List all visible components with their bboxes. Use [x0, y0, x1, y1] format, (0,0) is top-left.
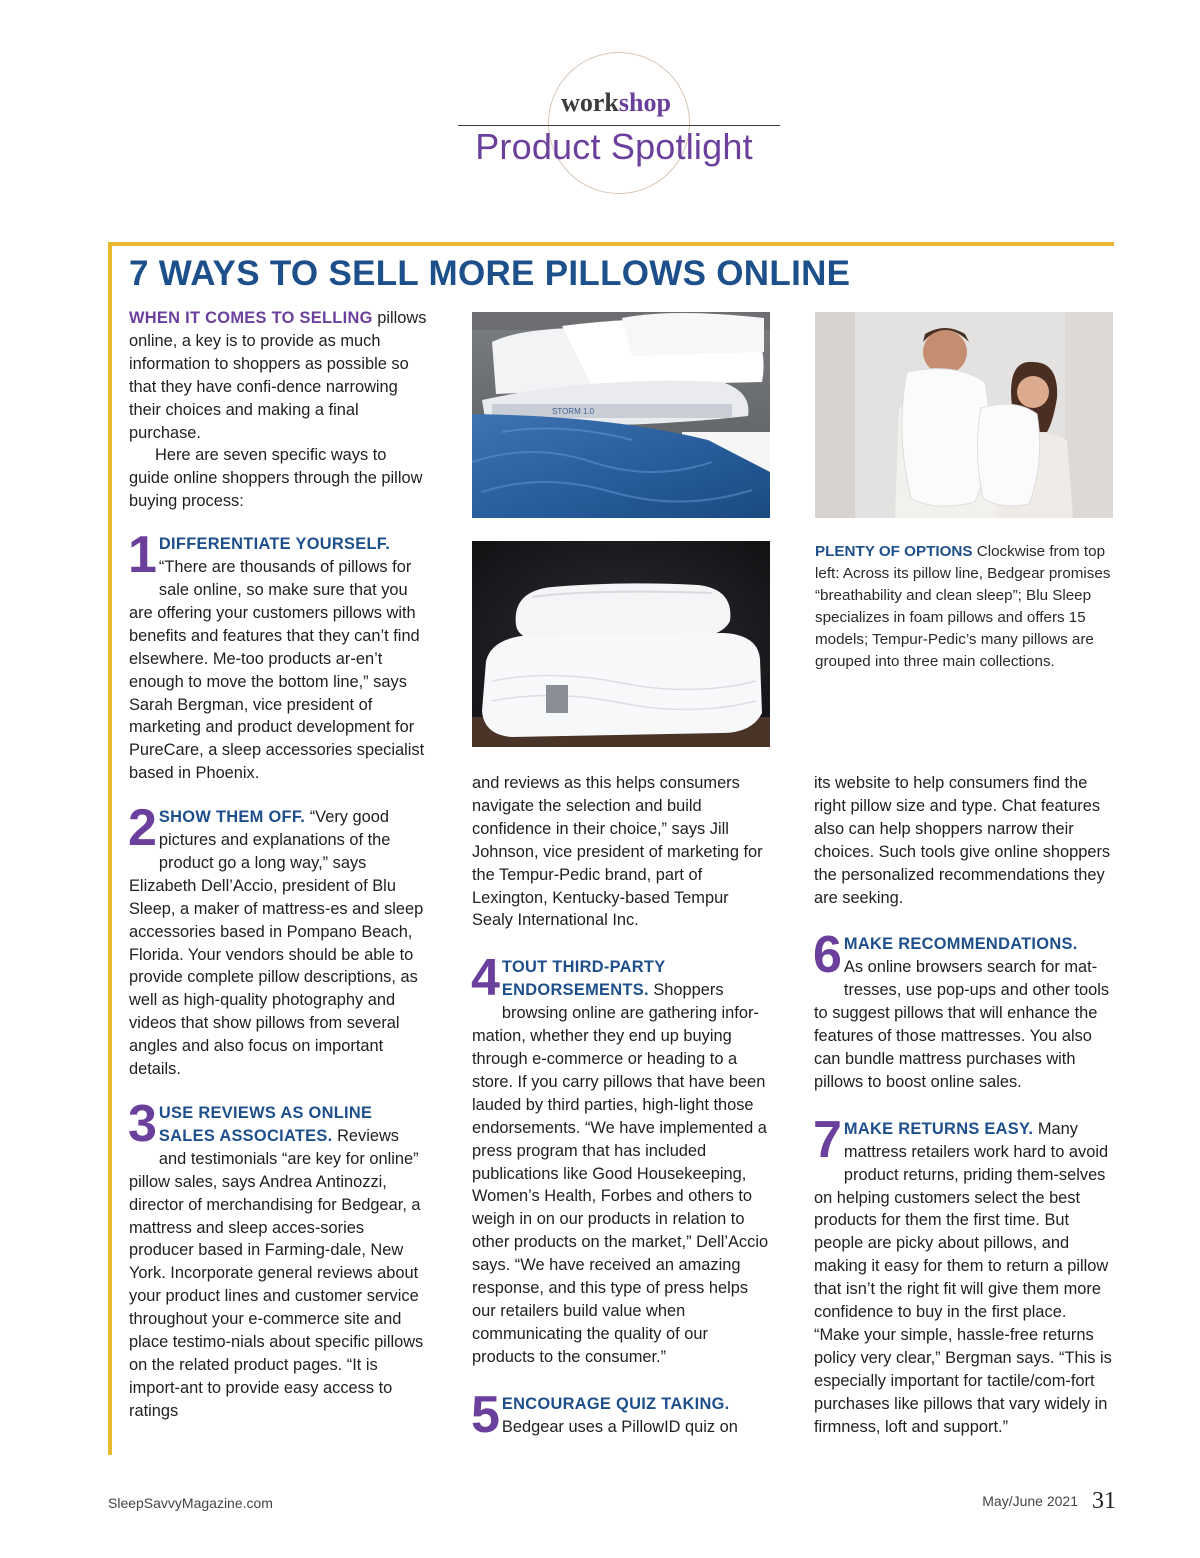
- tip-number: 7: [813, 1110, 842, 1169]
- tip-7: [813, 1110, 1114, 1439]
- tip-text: “There are thousands of pillows for sale online, so make sure that you are offering your customers pillows with benefits and features that they can’t find elsewhere. Me-too products ar-en’t enough to move the bottom line,” says Sarah Bergman, vice president of marketing and product development for PureCare, a sleep accessories specialist based in Phoenix.: [129, 558, 425, 783]
- photo-blu-sleep-couple: [815, 312, 1113, 518]
- photo-caption: [815, 541, 1115, 673]
- photo-bedgear-bed: [472, 312, 770, 518]
- section-label-part2: shop: [618, 88, 671, 117]
- tip-heading: ENCOURAGE QUIZ TAKING: [501, 1394, 725, 1413]
- tip-heading: MAKE RECOMMENDATIONS: [843, 935, 1073, 954]
- tip-number: 3: [128, 1095, 157, 1153]
- photo-tempur-pedic-pillows: [472, 541, 770, 747]
- intro-paragraph-2: Here are seven specific ways to guide online shoppers through the pillow buying process:: [129, 446, 423, 511]
- section-label-part1: work: [561, 88, 619, 117]
- tip-text: Shoppers browsing online are gathering infor-mation, whether they end up buying through e-commerce or heading to a store. If you carry pillows that have been lauded by third parties, high-light those endorsements. “We have implemented a press program that has included publications like Good Housekeeping, Women’s Health, Forbes and others to weigh in on our products in relation to other products on the market,” Dell’Accio says. “We have received an amazing response, and this type of press helps our retailers build value when communicating the quality of our products to the consumer.”: [472, 981, 769, 1366]
- tip-text: As online browsers search for mat-tresses, use pop-ups and other tools to suggest pillows that will enhance the features of those mattresses. You also can bundle mattress purchases with pillows to boost online sales.: [814, 958, 1110, 1091]
- tip-heading: TOUT THIRD-PARTY ENDORSEMENTS.: [501, 958, 666, 1000]
- intro-lead: WHEN IT COMES TO SELLING: [129, 309, 373, 327]
- issue-date: May/June 2021: [982, 1493, 1078, 1509]
- caption-heading: PLENTY OF OPTIONS: [815, 543, 973, 560]
- frame-left-rule: [108, 242, 112, 1455]
- pillow-label: STORM 1.0: [552, 407, 595, 416]
- tip-heading: MAKE RETURNS EASY.: [843, 1119, 1034, 1138]
- tip-number: 1: [128, 526, 157, 585]
- tip-2: [128, 799, 429, 1081]
- tip-text: Many mattress retailers work hard to avoid product returns, priding them-selves on helping customers select the best products for them the first time. But people are picky about pillows, and making it easy for them to return a pillow that isn’t the right fit will give them more confidence to buy in the first place. “Make your simple, hassle-free returns policy very clear,” Bergman says. “This is especially important for tactile/com-fort purchases like pillows that vary widely in firmness, loft and support.”: [814, 1119, 1112, 1436]
- tip-number: 2: [128, 799, 157, 858]
- tip-text: Bedgear uses a PillowID quiz on: [501, 1417, 738, 1436]
- intro-text: pillows online, a key is to provide as much information to shoppers as possible so that they have confi-dence narrowing their choices and making a final purchase.: [129, 309, 427, 442]
- tip-4: [471, 949, 772, 1368]
- column-1: [129, 307, 429, 1423]
- article-headline: 7 WAYS TO SELL MORE PILLOWS ONLINE: [129, 254, 851, 293]
- intro-paragraph: [129, 307, 429, 444]
- column-2: [471, 772, 772, 1444]
- frame-top-rule: [108, 242, 1114, 246]
- tip-6: 6 MAKE RECOMMENDATIONS. As online browsers search for mat-tresses, use pop-ups and other tools to suggest pillows that will enhance the features of those mattresses. You also can bundle mattress purchases with pillows to boost online sales.: [813, 926, 1110, 1091]
- tip-text: “Very good pictures and explanations of the product go a long way,” says Elizabeth Dell’Accio, president of Blu Sleep, a maker of mattress-es and sleep accessories based in Pompano Beach, Florida. Your vendors should be able to provide complete pillow descriptions, as well as high-quality photography and videos that show pillows from several angles and also focus on important details.: [129, 808, 424, 1079]
- caption-text: Clockwise from top left: Across its pillow line, Bedgear promises “breathability and clean sleep”; Blu Sleep specializes in foam pillows and offers 15 models; Tempur-Pedic’s many pillows are grouped into three main collections.: [815, 543, 1111, 670]
- section-label: [0, 88, 1200, 118]
- page-number: 31: [1092, 1488, 1116, 1514]
- tip-1: [128, 526, 429, 785]
- section-title: Product Spotlight: [475, 126, 753, 167]
- tip-number: 5: [471, 1385, 500, 1444]
- column-3: [814, 772, 1114, 1438]
- tip-number: 4: [471, 949, 500, 1008]
- tip-3: [128, 1095, 429, 1423]
- tip-heading: SHOW THEM OFF.: [158, 808, 306, 827]
- footer-website: SleepSavvyMagazine.com: [108, 1495, 273, 1511]
- header-circle-ornament: [548, 52, 690, 194]
- col3-continuation: its website to help consumers find the right pillow size and type. Chat features also can help shoppers narrow their choices. Such tools give online shoppers the personalized recommendations they are seeking.: [814, 774, 1111, 907]
- tip-5: 5 ENCOURAGE QUIZ TAKING. Bedgear uses a PillowID quiz on: [471, 1385, 738, 1444]
- tip-heading: DIFFERENTIATE YOURSELF.: [158, 535, 391, 554]
- col2-continuation: and reviews as this helps consumers navigate the selection and build confidence in their choice,” says Jill Johnson, vice president of marketing for the Tempur-Pedic brand, part of Lexington, Kentucky-based Tempur Sealy International Inc.: [472, 774, 763, 930]
- tip-text: Reviews and testimonials “are key for online” pillow sales, says Andrea Antinozzi, director of merchandising for Bedgear, a mattress and sleep acces-sories producer based in Farming-dale, New York. Incorporate general reviews about your product lines and customer service throughout your e-commerce site and place testimo-nials about specific pillows on the related product pages. “It is import-ant to provide easy access to ratings: [129, 1126, 424, 1420]
- tip-number: 6: [813, 926, 842, 985]
- tip-heading: USE REVIEWS AS ONLINE SALES ASSOCIATES.: [158, 1104, 373, 1145]
